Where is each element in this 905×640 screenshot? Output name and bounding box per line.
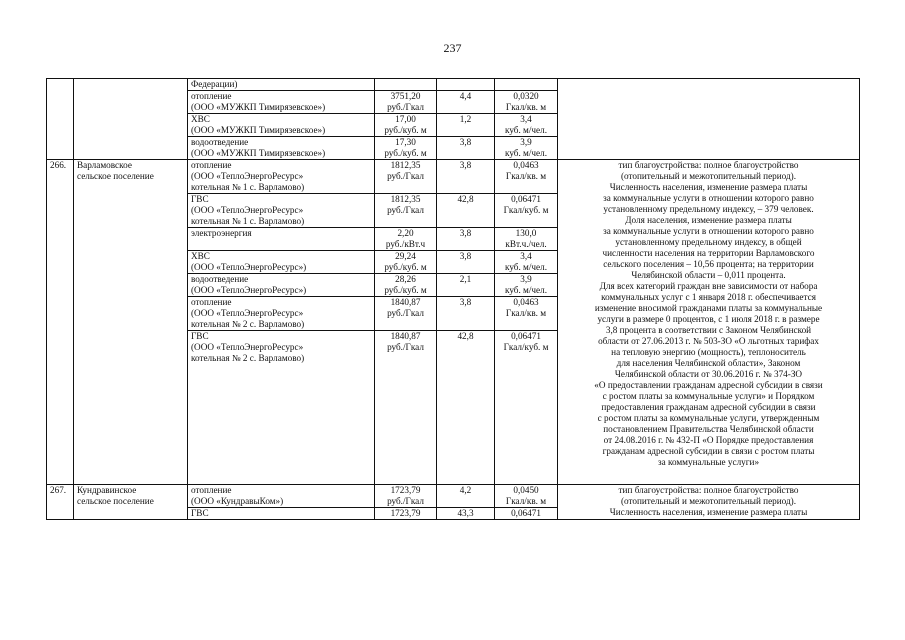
volume-cell: 0,06471 xyxy=(495,508,558,520)
volume-cell: 0,0463 Гкал/кв. м xyxy=(495,160,558,194)
service-cell: отопление (ООО «ТеплоЭнергоРесурс» котельная № 1 с. Варламово) xyxy=(188,160,375,194)
table-row xyxy=(47,485,860,508)
service-cell: ГВС xyxy=(188,508,375,520)
service-cell: ГВС (ООО «ТеплоЭнергоРесурс» котельная № 1 с. Варламово) xyxy=(188,194,375,228)
note-cell xyxy=(558,485,860,520)
tariff-cell: 1812,35 руб./Гкал xyxy=(375,160,437,194)
percent-cell: 3,8 xyxy=(437,137,495,160)
percent-cell: 42,8 xyxy=(437,194,495,228)
volume-cell: 0,06471 Гкал/куб. м xyxy=(495,331,558,485)
service-cell: отопление (ООО «КундравыКом») xyxy=(188,485,375,508)
table-row xyxy=(47,79,860,91)
service-cell: ГВС (ООО «ТеплоЭнергоРесурс» котельная № 2 с. Варламово) xyxy=(188,331,375,485)
volume-cell: 0,06471 Гкал/куб. м xyxy=(495,194,558,228)
volume-cell: 3,4 куб. м/чел. xyxy=(495,114,558,137)
percent-cell xyxy=(437,79,495,91)
volume-cell: 3,9 куб. м/чел. xyxy=(495,274,558,297)
service-cell: водоотведение (ООО «ТеплоЭнергоРесурс») xyxy=(188,274,375,297)
tariff-cell: 29,24 руб./куб. м xyxy=(375,251,437,274)
settlement-cell xyxy=(74,79,188,160)
note-text: тип благоустройства: полное благоустройство (отопительный и межотопительный период). Численность населения, изменение размера платы за коммунальные услуги в отношении которого равно установленному предельному индексу, – 379 человек. Доля населения, изменение размера платы за коммунальные услуги в отношении которого равно установленному предельному индексу, в общей численности населения на территории Варламовского сельского поселения – 10,56 процента; на территории Челябинской области – 0,011 процента. Для всех категорий граждан вне зависимости от набора коммунальных услуг с 1 января 2018 г. обеспечивается изменение вносимой гражданами платы за коммунальные услуги в размере 0 процентов, с 1 июля 2018 г. в размере 3,8 процента в соответствии с Законом Челябинской области от 27.06.2013 г. № 503-ЗО «О льготных тарифах на тепловую энергию (мощность), теплоноситель для населения Челябинской области», Законом Челябинской области от 30.06.2016 г. № 374-ЗО «О предоставлении гражданам адресной субсидии в связи с ростом платы за коммунальные услуги» и Порядком предоставления гражданам адресной субсидии в связи с ростом платы за коммунальные услуги, утвержденным постановлением Правительства Челябинской области от 24.08.2016 г. № 432-П «О Порядке предоставления гражданам адресной субсидии в связи с ростом платы за коммунальные услуги» xyxy=(594,160,823,467)
service-cell: водоотведение (ООО «МУЖКП Тимирязевское») xyxy=(188,137,375,160)
volume-cell: 130,0 кВт.ч./чел. xyxy=(495,228,558,251)
note-cell xyxy=(558,79,860,160)
tariff-cell: 1812,35 руб./Гкал xyxy=(375,194,437,228)
tariff-cell: 1723,79 xyxy=(375,508,437,520)
page-number: 237 xyxy=(443,41,462,55)
service-cell: электроэнергия xyxy=(188,228,375,251)
service-cell: отопление (ООО «МУЖКП Тимирязевское») xyxy=(188,91,375,114)
tariff-cell: 1840,87 руб./Гкал xyxy=(375,331,437,485)
tariff-cell: 1723,79 руб./Гкал xyxy=(375,485,437,508)
tariff-cell xyxy=(375,79,437,91)
service-cell: ХВС (ООО «МУЖКП Тимирязевское») xyxy=(188,114,375,137)
percent-cell: 42,8 xyxy=(437,331,495,485)
row-number: 267. xyxy=(47,485,74,520)
percent-cell: 1,2 xyxy=(437,114,495,137)
percent-cell: 43,3 xyxy=(437,508,495,520)
tariff-table xyxy=(46,78,860,520)
note-text: тип благоустройства: полное благоустройство (отопительный и межотопительный период). Численность населения, изменение размера платы xyxy=(609,485,808,517)
volume-cell: 0,0463 Гкал/кв. м xyxy=(495,297,558,331)
tariff-cell: 28,26 руб./куб. м xyxy=(375,274,437,297)
percent-cell: 3,8 xyxy=(437,251,495,274)
tariff-cell: 2,20 руб./кВт.ч xyxy=(375,228,437,251)
tariff-cell: 17,30 руб./куб. м xyxy=(375,137,437,160)
volume-cell: 0,0320 Гкал/кв. м xyxy=(495,91,558,114)
percent-cell: 2,1 xyxy=(437,274,495,297)
service-cell: ХВС (ООО «ТеплоЭнергоРесурс») xyxy=(188,251,375,274)
settlement-name: Варламовское сельское поселение xyxy=(74,160,188,485)
settlement-name: Кундравинское сельское поселение xyxy=(74,485,188,520)
volume-cell: 3,9 куб. м/чел. xyxy=(495,137,558,160)
service-cell: Федерации) xyxy=(188,79,375,91)
volume-cell: 0,0450 Гкал/кв. м xyxy=(495,485,558,508)
row-number: 266. xyxy=(47,160,74,485)
percent-cell: 4,4 xyxy=(437,91,495,114)
tariff-cell: 3751,20 руб./Гкал xyxy=(375,91,437,114)
percent-cell: 4,2 xyxy=(437,485,495,508)
note-cell xyxy=(558,160,860,485)
number-cell xyxy=(47,79,74,160)
volume-cell xyxy=(495,79,558,91)
percent-cell: 3,8 xyxy=(437,297,495,331)
tariff-cell: 1840,87 руб./Гкал xyxy=(375,297,437,331)
percent-cell: 3,8 xyxy=(437,228,495,251)
percent-cell: 3,8 xyxy=(437,160,495,194)
tariff-cell: 17,00 руб./куб. м xyxy=(375,114,437,137)
table-row xyxy=(47,160,860,194)
volume-cell: 3,4 куб. м/чел. xyxy=(495,251,558,274)
service-cell: отопление (ООО «ТеплоЭнергоРесурс» котельная № 2 с. Варламово) xyxy=(188,297,375,331)
